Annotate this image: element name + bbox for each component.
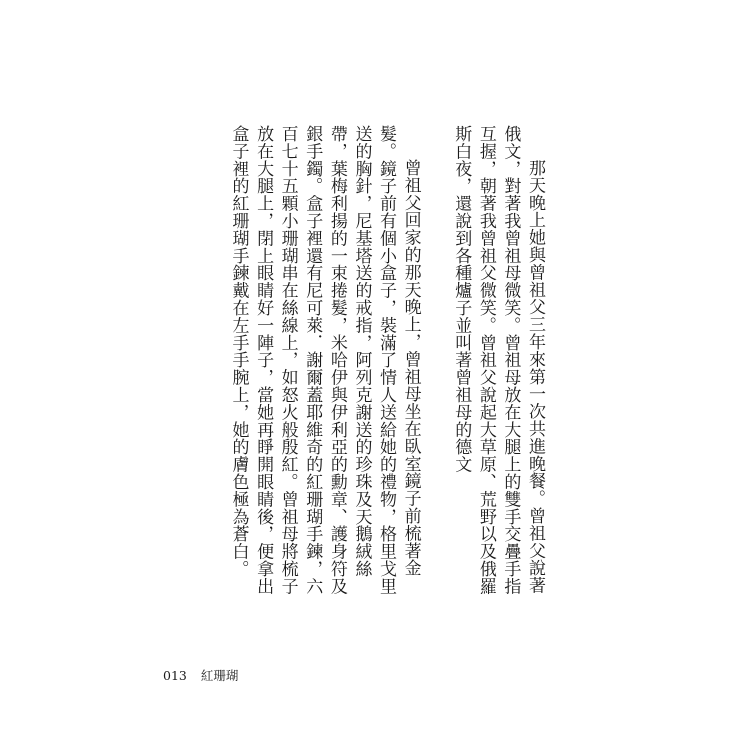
- vertical-body-text: [226, 125, 547, 600]
- page-footer: [163, 666, 238, 684]
- paragraph-2: 那天晚上她與曾祖父三年來第一次共進晚餐。曾祖父說著俄文，對著我曾祖母微笑。曾祖母放在大腿上的雙手交疊手指互握，朝著我曾祖父微笑。曾祖父說起大草原、荒野以及俄羅斯白夜，還說到各種爐子並叫著曾祖母的德文: [451, 125, 545, 595]
- running-title: 紅珊瑚: [200, 668, 239, 683]
- paragraph-1: 曾祖父回家的那天晚上，曾祖母坐在臥室鏡子前梳著金髮。鏡子前有個小盒子，裝滿了情人送給她的禮物，格里戈里送的胸針，尼基塔送的戒指，阿列克謝送的珍珠及天鵝絨絲帶，葉梅利揚的一束捲髮，米哈伊與伊利亞的勳章、護身符及銀手鐲。盒子裡還有尼可萊．謝爾蓋耶維奇的紅珊瑚手鍊，六百七十五顆小珊瑚串在絲線上，如怒火般殷紅。曾祖母將梳子放在大腿上，閉上眼睛好一陣子，當她再睜開眼睛後，便拿出盒子裡的紅珊瑚手鍊戴在左手手腕上，她的膚色極為蒼白。: [228, 125, 421, 595]
- paragraph-gap: [423, 125, 449, 600]
- page-number: 013: [163, 668, 187, 683]
